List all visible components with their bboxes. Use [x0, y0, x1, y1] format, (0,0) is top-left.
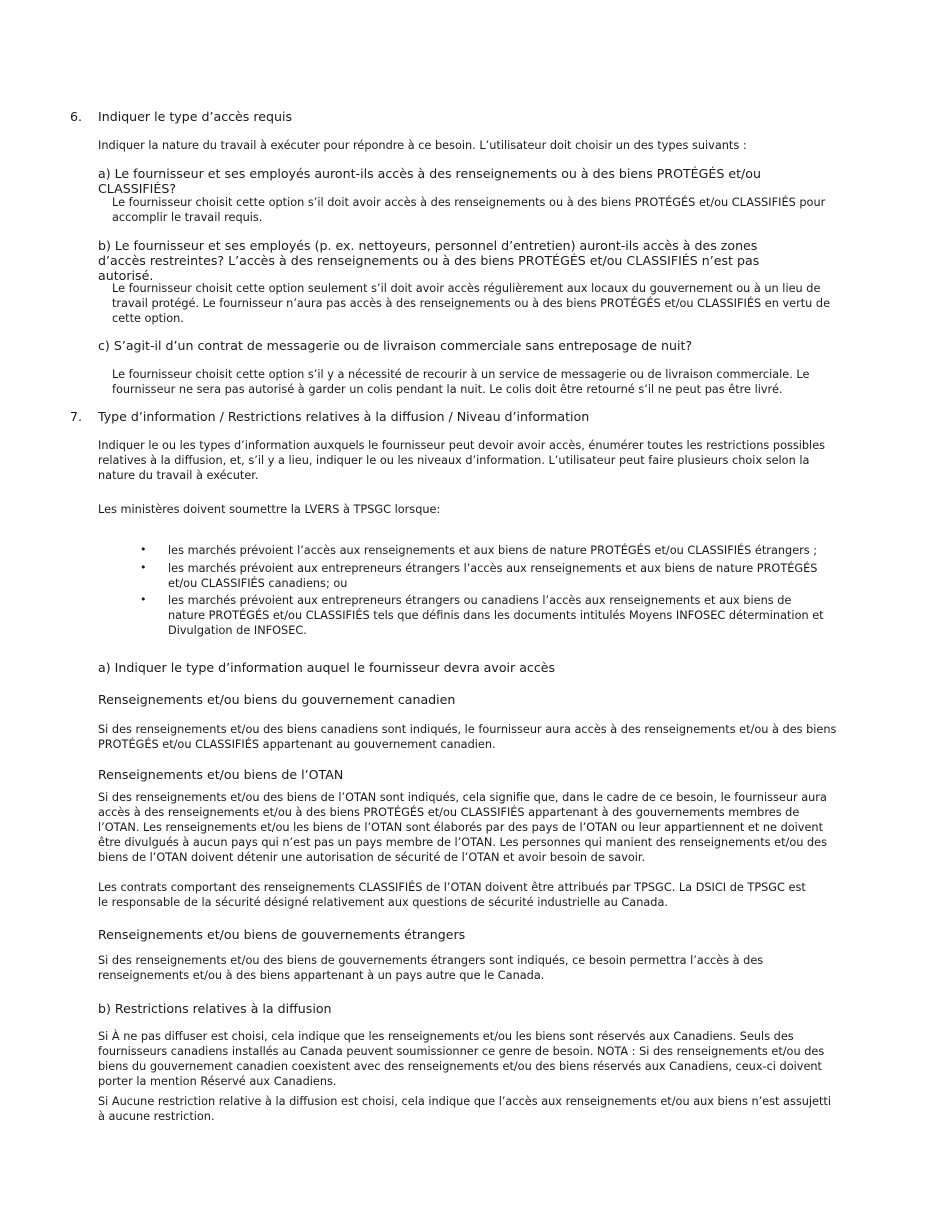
foreign-info-text: Si des renseignements et/ou des biens de gouvernements étrangers sont indiqués, ce besoin permettra l’accès à des renseignements et/ou à des biens appartenant à un pays autre que le Canada. — [98, 954, 764, 982]
canadian-info-text: Si des renseignements et/ou des biens canadiens sont indiqués, le fournisseur aura accès à des renseignements et/ou à des biens PROTÉGÉS et/ou CLASSIFIÉS appartenant au gouvernement canadien. — [98, 723, 837, 751]
bullet-marker: • — [140, 593, 147, 606]
restriction-text-1: Si À ne pas diffuser est choisi, cela indique que les renseignements et/ou les biens sont réservés aux Canadiens. Seuls des fournisseurs canadiens installés au Canada peuvent soumissionner ce genre de besoin. NOTA : Si des renseignements et/ou des biens du gouvernement canadien coexistent avec des renseignements et/ou des biens réservés aux Canadiens, ceux-ci doivent porter la mention Réservé aux Canadiens. — [98, 1030, 825, 1088]
section-6-text-b: Le fournisseur choisit cette option seulement s’il doit avoir accès régulièrement aux locaux du gouvernement ou à un lieu de travail protégé. Le fournisseur n’aura pas accès à des renseignements ou à des biens PROTÉGÉS et/ou CLASSIFIÉS en vertu de cette option. — [112, 282, 831, 325]
section-6-question-b: b) Le fournisseur et ses employés (p. ex. nettoyeurs, personnel d’entretien) auront-ils accès à des zones d’accès restreintes? L’accès à des renseignements ou à des biens PROTÉGÉS et/ou CLASSIFIÉS n’est pas autorisé. — [98, 238, 760, 283]
section-6-title: Indiquer le type d’accès requis — [98, 109, 293, 124]
canadian-info-title: Renseignements et/ou biens du gouvernement canadien — [98, 692, 456, 707]
section-6-question-a: a) Le fournisseur et ses employés auront-ils accès à des renseignements ou à des biens PROTÉGÉS et/ou CLASSIFIÉS? — [98, 166, 761, 196]
bullet-item: les marchés prévoient aux entrepreneurs étrangers l’accès aux renseignements et aux biens de nature PROTÉGÉS et/ou CLASSIFIÉS canadiens; ou — [168, 562, 818, 590]
lvers-note: Les ministères doivent soumettre la LVERS à TPSGC lorsque: — [98, 503, 441, 516]
section-6-text-a: Le fournisseur choisit cette option s’il doit avoir accès à des renseignements ou à des biens PROTÉGÉS et/ou CLASSIFIÉS pour accomplir le travail requis. — [112, 196, 826, 224]
section-6-intro: Indiquer la nature du travail à exécuter pour répondre à ce besoin. L’utilisateur doit choisir un des types suivants : — [98, 139, 747, 152]
bullet-item: les marchés prévoient l’accès aux renseignements et aux biens de nature PROTÉGÉS et/ou CLASSIFIÉS étrangers ; — [168, 544, 818, 557]
section-7-b-title: b) Restrictions relatives à la diffusion — [98, 1001, 332, 1016]
section-6-number: 6. — [70, 109, 83, 124]
section-6-question-c: c) S’agit-il d’un contrat de messagerie ou de livraison commerciale sans entreposage de nuit? — [98, 338, 693, 353]
bullet-marker: • — [140, 543, 147, 556]
section-7-number: 7. — [70, 409, 83, 424]
section-6-text-c: Le fournisseur choisit cette option s’il y a nécessité de recourir à un service de messagerie ou de livraison commerciale. Le fournisseur ne sera pas autorisé à garder un colis pendant la nuit. Le colis doit être retourné s’il ne peut pas être livré. — [112, 368, 810, 396]
bullet-item: les marchés prévoient aux entrepreneurs étrangers ou canadiens l’accès aux renseignements et aux biens de nature PROTÉGÉS et/ou CLASSIFIÉS tels que définis dans les documents intitulés Moyens INFOSEC détermination et Divulgation de INFOSEC. — [168, 594, 824, 637]
restriction-text-2: Si Aucune restriction relative à la diffusion est choisi, cela indique que l’accès aux renseignements et/ou aux biens n’est assujetti à aucune restriction. — [98, 1095, 831, 1123]
otan-contract-note: Les contrats comportant des renseignements CLASSIFIÉS de l’OTAN doivent être attribués par TPSGC. La DSICI de TPSGC est le responsable de la sécurité désigné relativement aux questions de sécurité industrielle au Canada. — [98, 881, 806, 909]
otan-info-text: Si des renseignements et/ou des biens de l’OTAN sont indiqués, cela signifie que, dans le cadre de ce besoin, le fournisseur aura accès à des renseignements et/ou à des biens PROTÉGÉS et/ou CLASSIFIÉS appartenant à des gouvernements membres de l’OTAN. Les renseignements et/ou les biens de l’OTAN sont élaborés par des pays de l’OTAN ou leur appartiennent et ne doivent être divulgués à aucun pays qui n’est pas un pays membre de l’OTAN. Les personnes qui manient des renseignements et/ou des biens de l’OTAN doivent détenir une autorisation de sécurité de l’OTAN et avoir besoin de savoir. — [98, 791, 828, 864]
bullet-marker: • — [140, 561, 147, 574]
foreign-info-title: Renseignements et/ou biens de gouvernements étrangers — [98, 927, 466, 942]
section-7-intro: Indiquer le ou les types d’information auxquels le fournisseur peut devoir avoir accès, énumérer toutes les restrictions possibles relatives à la diffusion, et, s’il y a lieu, indiquer le ou les niveaux d’information. L’utilisateur peut faire plusieurs choix selon la nature du travail à exécuter. — [98, 439, 826, 482]
section-7-a-title: a) Indiquer le type d’information auquel le fournisseur devra avoir accès — [98, 660, 556, 675]
otan-info-title: Renseignements et/ou biens de l’OTAN — [98, 767, 344, 782]
section-7-title: Type d’information / Restrictions relatives à la diffusion / Niveau d’information — [98, 409, 590, 424]
